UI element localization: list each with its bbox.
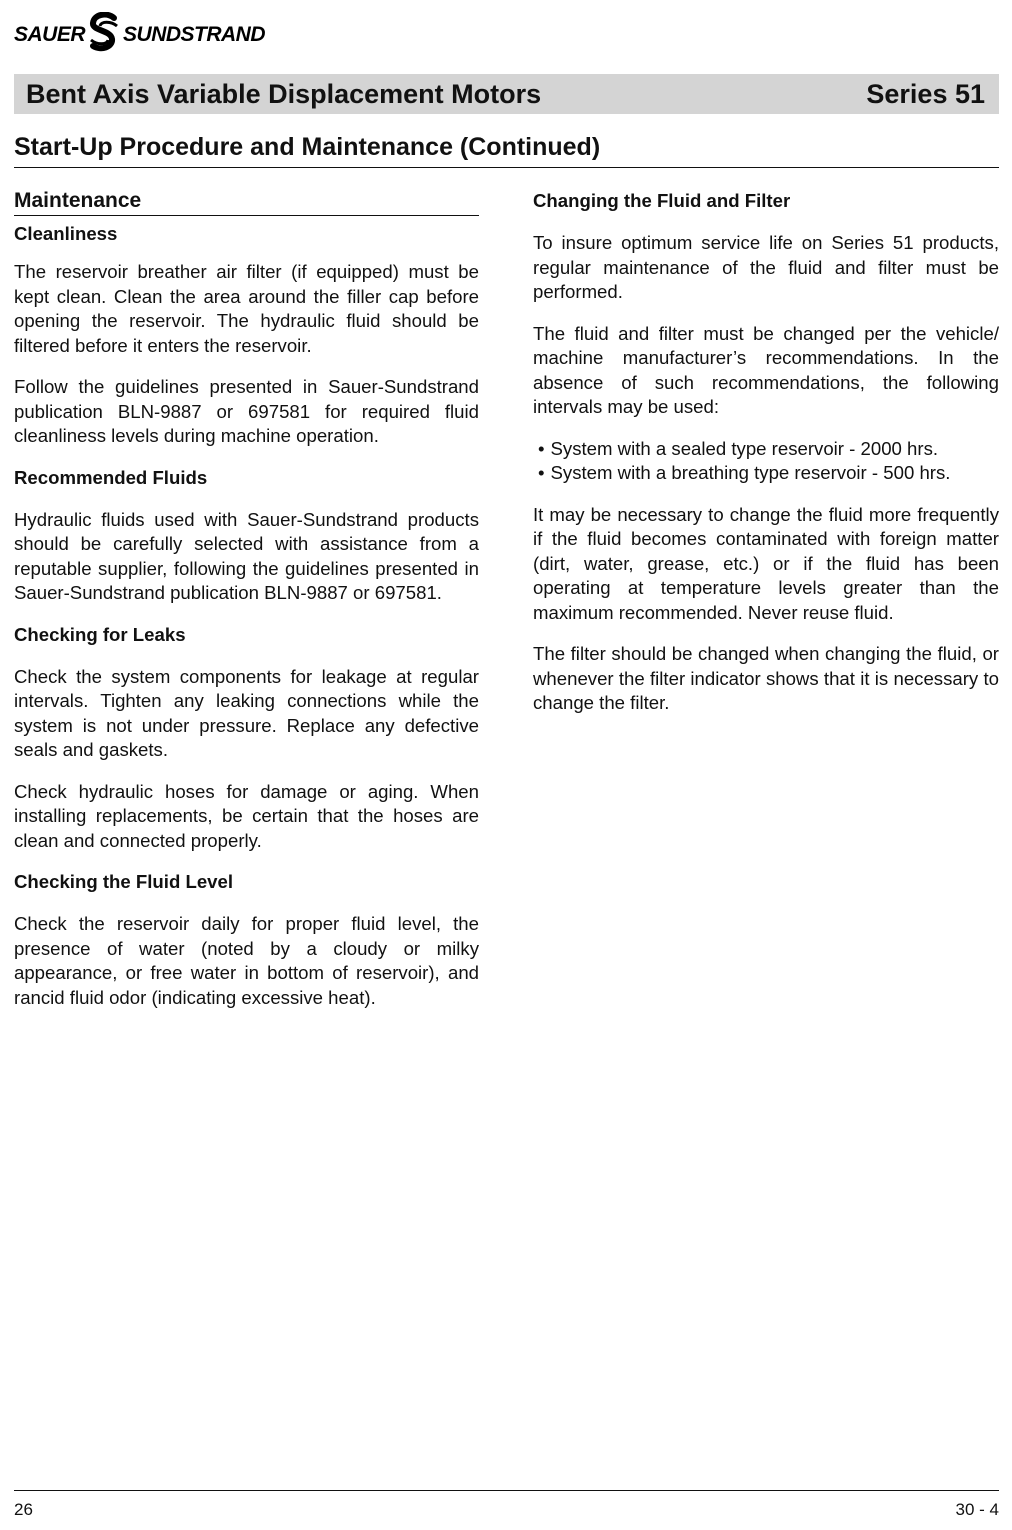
changing-fluid-paragraph-4: The filter should be changed when changing the fluid, or whenever the filter indicator shows that it is necessary to change the filter. — [533, 643, 999, 713]
interval-list — [533, 437, 999, 486]
series-label: Series 51 — [866, 78, 985, 109]
logo-s-icon — [87, 12, 121, 59]
checking-leaks-heading: Checking for Leaks — [14, 623, 186, 645]
cleanliness-heading: Cleanliness — [14, 223, 118, 244]
header-band — [14, 74, 999, 114]
section-subtitle: Start-Up Procedure and Maintenance (Continued) — [14, 133, 999, 168]
cleanliness-paragraph-1: The reservoir breather air filter (if equipped) must be kept clean. Clean the area around the filler cap before opening the reservoir. The hydraulic fluid should be filtered before it enters the reservoir. — [14, 261, 479, 356]
right-column — [533, 187, 999, 733]
checking-level-heading: Checking the Fluid Level — [14, 871, 234, 892]
changing-fluid-paragraph-2: The fluid and filter must be changed per the vehicle/ machine manufacturer’s recommendations. In the absence of such recommendations, the following intervals may be used: — [533, 322, 999, 417]
document-reference: 30 - 4 — [955, 1500, 999, 1519]
left-column — [14, 187, 479, 1027]
footer-divider — [14, 1490, 999, 1491]
logo-word-left: SAUER — [14, 23, 86, 46]
recommended-fluids-paragraph: Hydraulic fluids used with Sauer-Sundstrand products should be carefully selected with assistance from a reputable supplier, following the guidelines presented in Sauer-Sundstrand publication BLN-9887 or 697581. — [14, 508, 479, 603]
list-item: • System with a sealed type reservoir - 2000 hrs. — [533, 437, 999, 462]
document-title: Bent Axis Variable Displacement Motors — [26, 78, 542, 109]
page-number: 26 — [14, 1500, 33, 1519]
changing-fluid-paragraph-3: It may be necessary to change the fluid more frequently if the fluid becomes contaminated with foreign matter (dirt, water, grease, etc.) or if the fluid has been operating at temperature levels greater than the maximum recommended. Never reuse fluid. — [533, 503, 999, 623]
logo-word-right: SUNDSTRAND — [123, 23, 266, 46]
checking-leaks-paragraph-1: Check the system components for leakage at regular intervals. Tighten any leaking connections while the system is not under pressure. Replace any defective seals and gaskets. — [14, 665, 479, 760]
maintenance-title: Maintenance — [14, 187, 479, 216]
company-logo — [14, 10, 265, 60]
checking-leaks-paragraph-2: Check hydraulic hoses for damage or aging. When installing replacements, be certain that the hoses are clean and connected properly. — [14, 780, 479, 851]
list-item: • System with a breathing type reservoir - 500 hrs. — [533, 461, 999, 486]
checking-level-paragraph: Check the reservoir daily for proper fluid level, the presence of water (noted by a cloudy or milky appearance, or free water in bottom of reservoir), and rancid fluid odor (indicating excessive heat). — [14, 913, 479, 1008]
changing-fluid-paragraph-1: To insure optimum service life on Series 51 products, regular maintenance of the fluid and filter must be performed. — [533, 232, 999, 302]
recommended-fluids-heading: Recommended Fluids — [14, 466, 208, 488]
cleanliness-paragraph-2: Follow the guidelines presented in Sauer-Sundstrand publication BLN-9887 or 697581 for required fluid cleanliness levels during machine operation. — [14, 376, 479, 446]
changing-fluid-heading: Changing the Fluid and Filter — [533, 190, 791, 211]
